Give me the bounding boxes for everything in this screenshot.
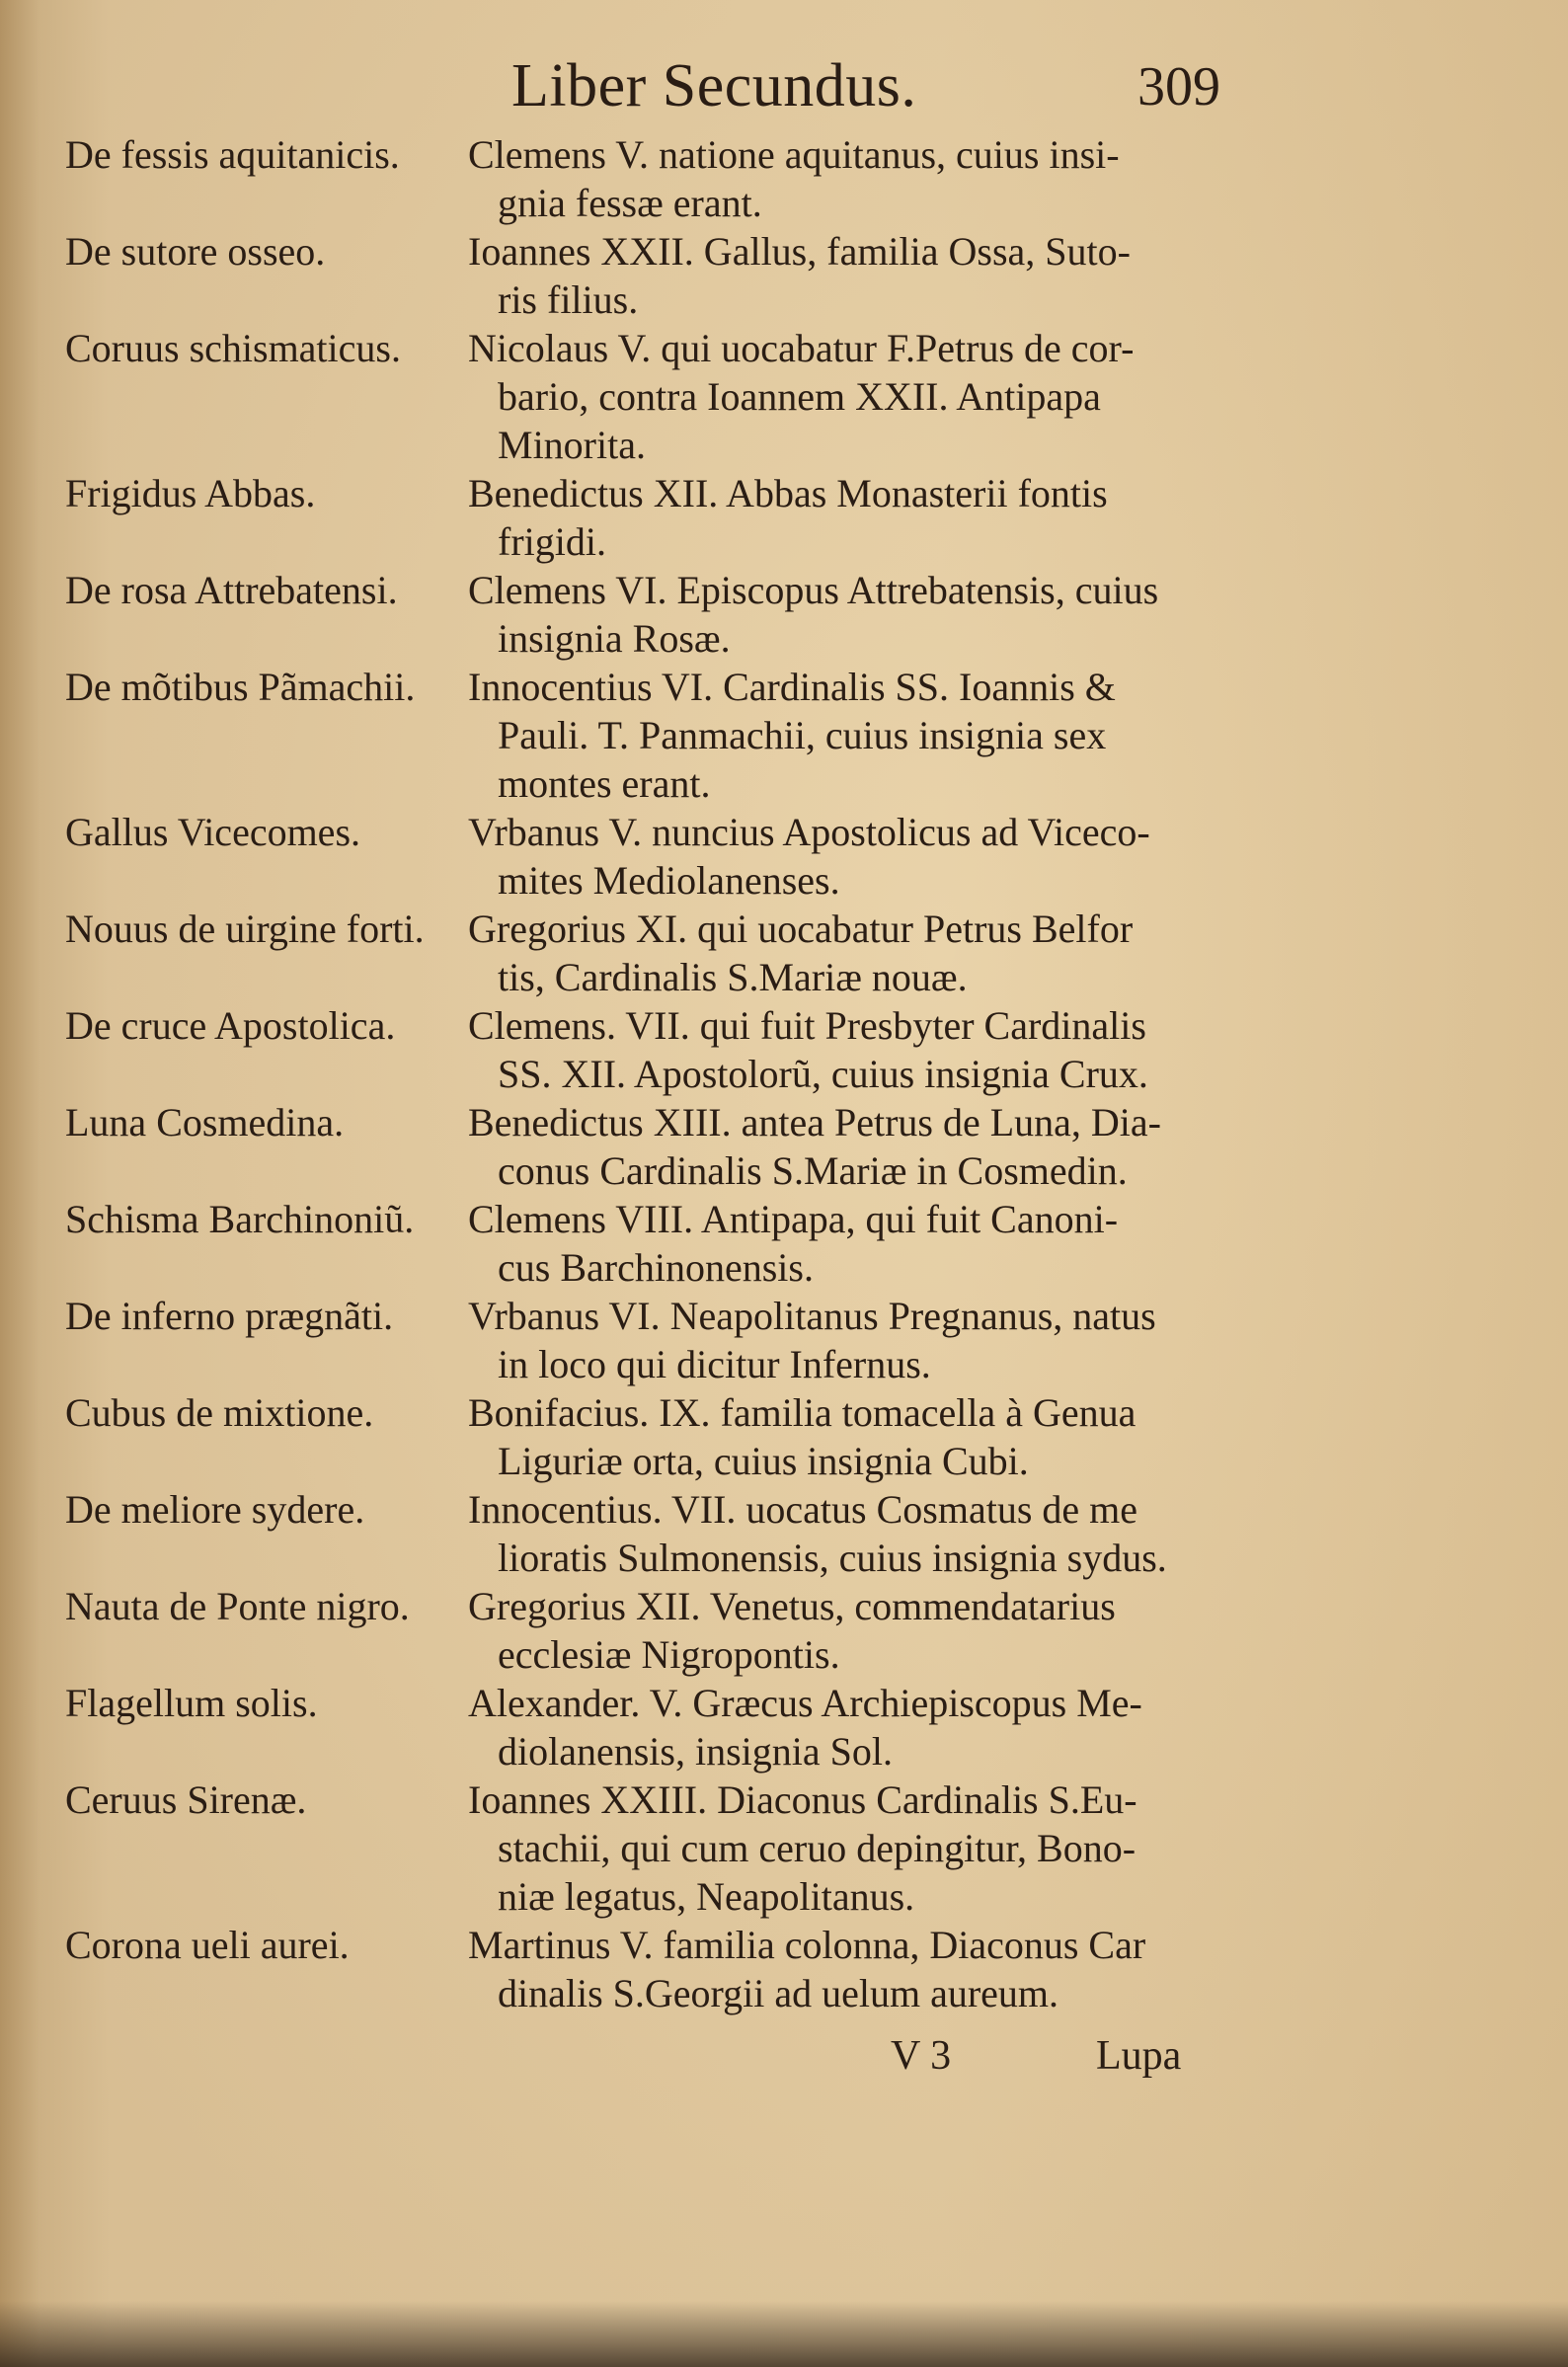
entry-description (468, 808, 1270, 905)
entry-term: De meliore sydere. (65, 1487, 365, 1532)
entry-row (65, 1485, 1270, 1582)
entry-term: Schisma Barchinoniũ. (65, 1197, 415, 1241)
signature-mark: V 3 (891, 2033, 952, 2079)
entry-description (468, 1582, 1270, 1679)
entry-row (65, 808, 1270, 905)
entry-description-line: Clemens V. natione aquitanus, cuius insi- (468, 132, 1120, 177)
entry-description (468, 1775, 1270, 1921)
entry-description-line: Clemens VI. Episcopus Attrebatensis, cuius (468, 568, 1159, 612)
entry-description (468, 1001, 1270, 1098)
entry-description-line: Martinus V. familia colonna, Diaconus Car (468, 1923, 1146, 1967)
entry-description (468, 227, 1270, 324)
entry-description (468, 1485, 1270, 1582)
entry-term: De inferno prægnãti. (65, 1294, 394, 1338)
entry-description-line: ecclesiæ Nigropontis. (498, 1632, 840, 1677)
entry-description-line: dinalis S.Georgii ad uelum aureum. (498, 1971, 1059, 2015)
entry-description-line: niæ legatus, Neapolitanus. (498, 1874, 915, 1919)
entry-term: De rosa Attrebatensi. (65, 568, 398, 612)
entry-description-line: conus Cardinalis S.Mariæ in Cosmedin. (498, 1148, 1128, 1193)
entry-description (468, 324, 1270, 469)
entry-row (65, 227, 1270, 324)
entry-term: De cruce Apostolica. (65, 1003, 396, 1048)
entry-row (65, 1001, 1270, 1098)
entry-term: Nouus de uirgine forti. (65, 907, 425, 951)
entry-description-line: in loco qui dicitur Infernus. (498, 1342, 931, 1386)
entry-term: Ceruus Sirenæ. (65, 1777, 307, 1822)
entry-term: Luna Cosmedina. (65, 1100, 345, 1144)
entry-term: Cubus de mixtione. (65, 1390, 374, 1435)
entry-term: De sutore osseo. (65, 229, 326, 274)
entry-row (65, 324, 1270, 469)
entry-description-line: Pauli. T. Panmachii, cuius insignia sex (498, 713, 1107, 757)
entry-description-line: Vrbanus VI. Neapolitanus Pregnanus, natus (468, 1294, 1156, 1338)
entry-term: De fessis aquitanicis. (65, 132, 400, 177)
entry-description-line: Nicolaus V. qui uocabatur F.Petrus de cor- (468, 326, 1135, 370)
entry-row (65, 1098, 1270, 1195)
entry-description-line: montes erant. (498, 761, 711, 806)
page-header (0, 51, 1568, 130)
entry-row (65, 1921, 1270, 2017)
entry-row (65, 663, 1270, 808)
entry-description-line: Bonifacius. IX. familia tomacella à Genua (468, 1390, 1137, 1435)
entry-description-line: Liguriæ orta, cuius insignia Cubi. (498, 1439, 1029, 1483)
catchword: Lupa (1096, 2033, 1182, 2079)
entry-row (65, 1775, 1270, 1921)
entry-description-line: frigidi. (498, 519, 606, 564)
entry-description (468, 566, 1270, 663)
entry-description-line: Vrbanus V. nuncius Apostolicus ad Viceco- (468, 810, 1150, 854)
entry-term: Flagellum solis. (65, 1681, 318, 1725)
entry-description-line: Innocentius VI. Cardinalis SS. Ioannis & (468, 665, 1116, 709)
entry-row (65, 469, 1270, 566)
entry-description-line: SS. XII. Apostolorũ, cuius insignia Crux. (498, 1052, 1148, 1096)
entry-row (65, 1292, 1270, 1388)
entry-description-line: mites Mediolanenses. (498, 858, 840, 903)
entry-description (468, 130, 1270, 227)
entry-row (65, 130, 1270, 227)
entry-description-line: bario, contra Ioannem XXII. Antipapa (498, 374, 1101, 419)
entry-description (468, 1195, 1270, 1292)
entry-row (65, 1582, 1270, 1679)
entry-description (468, 663, 1270, 808)
entry-row (65, 566, 1270, 663)
entry-description-line: insignia Rosæ. (498, 616, 731, 661)
entry-row (65, 1388, 1270, 1485)
entry-description (468, 469, 1270, 566)
page-number: 309 (1137, 56, 1220, 118)
entry-term: Coruus schismaticus. (65, 326, 401, 370)
entry-term: Corona ueli aurei. (65, 1923, 350, 1967)
entry-description-line: diolanensis, insignia Sol. (498, 1729, 893, 1774)
entry-description-line: Minorita. (498, 423, 646, 467)
entry-description-line: Benedictus XII. Abbas Monasterii fontis (468, 471, 1108, 515)
entry-description-line: lioratis Sulmonensis, cuius insignia sydus. (498, 1536, 1167, 1580)
entry-description-line: Benedictus XIII. antea Petrus de Luna, Dia- (468, 1100, 1161, 1144)
entry-description-line: Ioannes XXII. Gallus, familia Ossa, Suto- (468, 229, 1131, 274)
entry-description-line: stachii, qui cum ceruo depingitur, Bono- (498, 1826, 1137, 1870)
entry-description-line: Alexander. V. Græcus Archiepiscopus Me- (468, 1681, 1142, 1725)
entry-term: Frigidus Abbas. (65, 471, 316, 515)
entry-term: De mõtibus Pãmachii. (65, 665, 416, 709)
entry-description (468, 1921, 1270, 2017)
entry-row (65, 1679, 1270, 1775)
entry-description-line: Innocentius. VII. uocatus Cosmatus de me (468, 1487, 1138, 1532)
entry-row (65, 1195, 1270, 1292)
entry-description-line: Gregorius XII. Venetus, commendatarius (468, 1584, 1116, 1628)
entry-description (468, 1292, 1270, 1388)
entry-description-line: gnia fessæ erant. (498, 181, 762, 225)
entry-description (468, 1679, 1270, 1775)
entry-description-line: Gregorius XI. qui uocabatur Petrus Belfor (468, 907, 1134, 951)
entry-description-line: Clemens VIII. Antipapa, qui fuit Canoni- (468, 1197, 1119, 1241)
entry-term: Gallus Vicecomes. (65, 810, 361, 854)
entry-row (65, 905, 1270, 1001)
entry-term: Nauta de Ponte nigro. (65, 1584, 410, 1628)
entry-description (468, 905, 1270, 1001)
entry-description-line: Clemens. VII. qui fuit Presbyter Cardinalis (468, 1003, 1146, 1048)
entry-description (468, 1388, 1270, 1485)
entry-description-line: cus Barchinonensis. (498, 1245, 814, 1290)
entry-description-line: Ioannes XXIII. Diaconus Cardinalis S.Eu- (468, 1777, 1137, 1822)
entry-description (468, 1098, 1270, 1195)
running-title: Liber Secundus. (511, 52, 917, 119)
entry-description-line: tis, Cardinalis S.Mariæ nouæ. (498, 955, 968, 999)
entry-description-line: ris filius. (498, 277, 639, 322)
page-footer (0, 2032, 1568, 2091)
prophecy-list (65, 130, 1270, 2017)
